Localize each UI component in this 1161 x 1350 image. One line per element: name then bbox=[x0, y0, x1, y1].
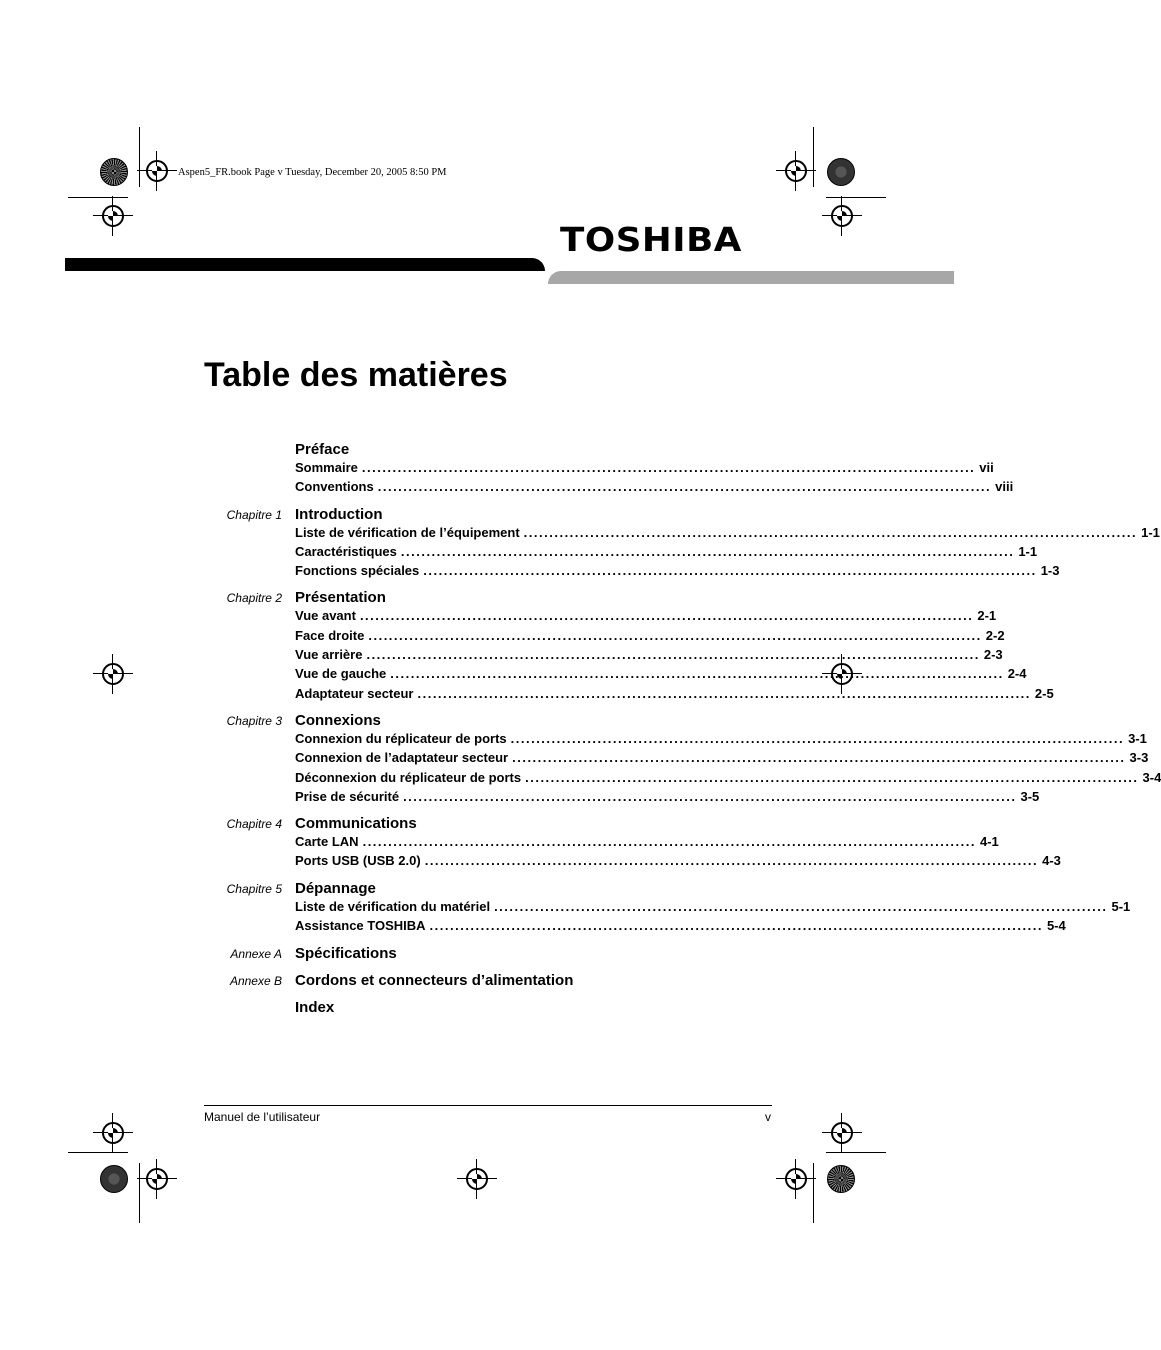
crop-mark bbox=[813, 127, 814, 187]
starburst-icon bbox=[100, 1165, 128, 1193]
toc-section-heading bbox=[0, 441, 954, 460]
chapter-label: Chapitre 2 bbox=[226, 591, 282, 606]
toc-entry[interactable] bbox=[295, 543, 1038, 563]
toc-entry[interactable] bbox=[295, 524, 1160, 544]
toc-section-heading bbox=[0, 972, 954, 991]
chapter-label: Chapitre 1 bbox=[226, 507, 282, 522]
dot-leader: ........................................................................................................................ bbox=[417, 685, 1031, 701]
entry-page: 5-1 bbox=[1111, 898, 1131, 914]
registration-mark-icon bbox=[102, 1122, 124, 1144]
dot-leader: ........................................................................................................................ bbox=[424, 853, 1039, 869]
entry-text: Caractéristiques bbox=[295, 543, 397, 559]
entry-page: 5-4 bbox=[1046, 918, 1066, 934]
toc-entry[interactable] bbox=[295, 460, 994, 479]
registration-mark-icon bbox=[831, 205, 853, 227]
crop-mark bbox=[139, 1163, 140, 1223]
section-title[interactable]: Index bbox=[295, 999, 335, 1017]
entry-text: Liste de vérification de l’équipement bbox=[295, 524, 520, 540]
entry-page: 1-1 bbox=[1018, 543, 1038, 559]
toc-section bbox=[0, 879, 1131, 938]
entry-text: Adaptateur secteur bbox=[295, 685, 414, 701]
toc-section-heading bbox=[0, 999, 954, 1018]
starburst-icon bbox=[100, 158, 128, 186]
section-title[interactable]: Présentation bbox=[295, 589, 386, 607]
section-title[interactable]: Introduction bbox=[295, 505, 383, 523]
entry-text: Liste de vérification du matériel bbox=[295, 898, 491, 914]
toc-section-heading bbox=[0, 815, 954, 834]
toc-entry[interactable] bbox=[295, 608, 997, 627]
entry-text: Assistance TOSHIBA bbox=[295, 918, 426, 934]
entry-text: Vue avant bbox=[295, 608, 356, 624]
entry-text: Ports USB (USB 2.0) bbox=[295, 853, 421, 869]
entry-page: 3-1 bbox=[1128, 730, 1147, 746]
toc-entry[interactable] bbox=[295, 788, 1040, 808]
entry-page: 2-2 bbox=[985, 627, 1005, 643]
dot-leader: ........................................................................................................................ bbox=[403, 788, 1017, 804]
crop-mark bbox=[68, 1152, 128, 1153]
dot-leader: ........................................................................................................................ bbox=[366, 647, 980, 663]
entry-text: Sommaire bbox=[295, 460, 358, 475]
dot-leader: ........................................................................................................................ bbox=[362, 834, 976, 850]
dot-leader: ........................................................................................................................ bbox=[512, 750, 1126, 766]
toc-entry[interactable] bbox=[295, 898, 1131, 918]
entry-page: 3-4 bbox=[1142, 769, 1161, 785]
toc-entry[interactable] bbox=[295, 563, 1060, 582]
toc-section bbox=[0, 505, 1160, 583]
dot-leader: ........................................................................................................................ bbox=[423, 563, 1037, 579]
chapter-label: Chapitre 4 bbox=[226, 817, 282, 832]
entry-text: Connexion du réplicateur de ports bbox=[295, 730, 507, 746]
book-header: Aspen5_FR.book Page v Tuesday, December 20, 2005 8:50 PM bbox=[178, 167, 447, 178]
entry-text: Conventions bbox=[295, 479, 374, 495]
header-bar bbox=[65, 258, 545, 271]
starburst-icon bbox=[827, 1165, 855, 1193]
entry-text: Connexion de l’adaptateur secteur bbox=[295, 750, 509, 766]
toc-entry[interactable] bbox=[295, 918, 1066, 937]
crop-mark bbox=[826, 1152, 886, 1153]
toshiba-logo: TOSHIBA bbox=[560, 220, 742, 259]
dot-leader: ........................................................................................................................ bbox=[400, 543, 1015, 559]
registration-mark-icon bbox=[146, 1168, 168, 1190]
section-title[interactable]: Dépannage bbox=[295, 879, 376, 897]
chapter-label: Annexe A bbox=[230, 947, 282, 962]
entry-page: 4-1 bbox=[980, 834, 999, 850]
dot-leader: ........................................................................................................................ bbox=[361, 460, 976, 475]
entry-page: 2-5 bbox=[1034, 685, 1054, 701]
entry-text: Déconnexion du réplicateur de ports bbox=[295, 769, 522, 785]
chapter-label: Annexe B bbox=[229, 974, 282, 989]
entry-text: Carte LAN bbox=[295, 834, 359, 850]
entry-page: 4-3 bbox=[1042, 853, 1061, 869]
chapter-label: Chapitre 3 bbox=[226, 713, 282, 728]
crop-mark bbox=[139, 127, 140, 187]
starburst-icon bbox=[827, 158, 855, 186]
table-of-contents bbox=[0, 441, 1161, 1018]
registration-mark-icon bbox=[831, 1122, 853, 1144]
toc-section-heading bbox=[0, 880, 954, 899]
crop-mark bbox=[826, 197, 886, 198]
entry-text: Face droite bbox=[295, 627, 365, 643]
toc-section bbox=[0, 441, 1014, 499]
dot-leader: ........................................................................................................................ bbox=[525, 769, 1139, 785]
toc-entry[interactable] bbox=[295, 769, 1161, 789]
dot-leader: ........................................................................................................................ bbox=[368, 627, 982, 643]
toc-section-heading bbox=[0, 589, 954, 608]
footer-title: Manuel de l’utilisateur bbox=[204, 1110, 321, 1124]
entry-page: 3-3 bbox=[1129, 750, 1149, 766]
toc-section bbox=[0, 972, 954, 991]
dot-leader: ........................................................................................................................ bbox=[377, 479, 992, 495]
crop-mark bbox=[813, 1163, 814, 1223]
section-title[interactable]: Préface bbox=[295, 441, 350, 458]
toc-entry[interactable] bbox=[295, 647, 1003, 666]
dot-leader: ........................................................................................................................ bbox=[510, 730, 1125, 746]
toc-entry[interactable] bbox=[295, 730, 1147, 750]
crop-mark bbox=[68, 197, 128, 198]
entry-text: Prise de sécurité bbox=[295, 788, 400, 804]
toc-entry[interactable] bbox=[295, 853, 1061, 872]
toc-section bbox=[0, 815, 1061, 873]
header-bar-grey bbox=[548, 271, 954, 284]
dot-leader: ........................................................................................................................ bbox=[429, 918, 1043, 934]
entry-text: Fonctions spéciales bbox=[295, 563, 420, 579]
entry-page: 1-1 bbox=[1141, 524, 1160, 540]
section-title[interactable]: Communications bbox=[295, 815, 417, 833]
toc-section bbox=[0, 945, 954, 964]
toc-section bbox=[0, 589, 1054, 704]
dot-leader: ........................................................................................................................ bbox=[523, 524, 1138, 540]
toc-section-heading bbox=[0, 712, 954, 731]
toc-entry[interactable] bbox=[295, 750, 1149, 769]
registration-mark-icon bbox=[785, 1168, 807, 1190]
entry-page: 2-4 bbox=[1007, 666, 1027, 682]
entry-page: vii bbox=[979, 460, 994, 475]
toc-entry[interactable] bbox=[295, 479, 1014, 498]
page-title: Table des matières bbox=[204, 356, 508, 394]
toc-section-heading bbox=[0, 945, 954, 964]
toc-entry[interactable] bbox=[295, 627, 1005, 647]
dot-leader: ........................................................................................................................ bbox=[359, 608, 974, 624]
toc-section bbox=[0, 999, 954, 1018]
entry-page: 2-3 bbox=[983, 647, 1003, 663]
toc-section bbox=[0, 711, 1161, 808]
footer-page-number: v bbox=[765, 1110, 771, 1124]
toc-entry[interactable] bbox=[295, 666, 1027, 685]
footer-rule bbox=[204, 1105, 772, 1106]
section-title[interactable]: Connexions bbox=[295, 711, 381, 729]
registration-mark-icon bbox=[102, 205, 124, 227]
registration-mark-icon bbox=[146, 160, 168, 182]
chapter-label: Chapitre 5 bbox=[226, 881, 282, 896]
toc-entry[interactable] bbox=[295, 685, 1054, 705]
dot-leader: ........................................................................................................................ bbox=[494, 898, 1108, 914]
registration-mark-icon bbox=[466, 1168, 488, 1190]
registration-mark-icon bbox=[785, 160, 807, 182]
section-title[interactable]: Cordons et connecteurs d’alimentation bbox=[295, 972, 574, 990]
entry-page: 3-5 bbox=[1020, 788, 1040, 804]
toc-section-heading bbox=[0, 506, 954, 525]
section-title[interactable]: Spécifications bbox=[295, 945, 397, 963]
entry-text: Vue de gauche bbox=[295, 666, 387, 682]
entry-text: Vue arrière bbox=[295, 647, 363, 663]
toc-entry[interactable] bbox=[295, 834, 999, 853]
entry-page: viii bbox=[995, 479, 1014, 495]
entry-page: 2-1 bbox=[977, 608, 997, 624]
dot-leader: ........................................................................................................................ bbox=[390, 666, 1004, 682]
entry-page: 1-3 bbox=[1040, 563, 1060, 579]
